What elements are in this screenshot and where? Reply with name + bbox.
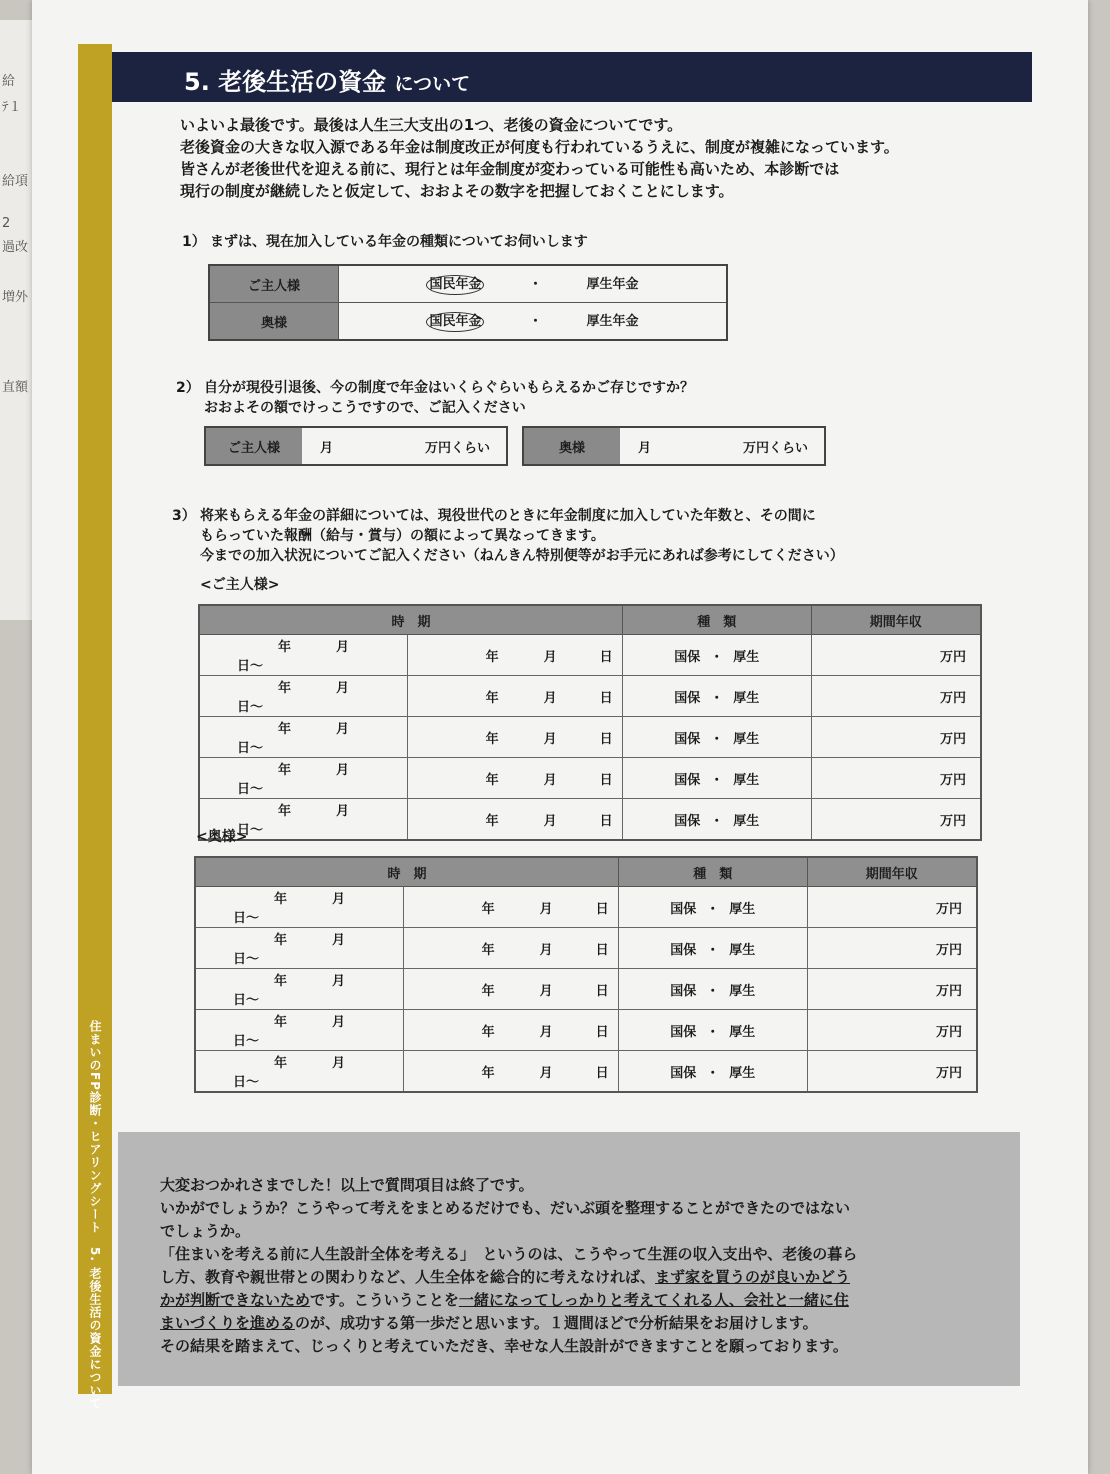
- type-separator: ・: [710, 731, 724, 747]
- income-header: 期間年収: [807, 857, 977, 887]
- q2-line: おおよその額でけっこうですので、ご記入ください: [204, 400, 526, 416]
- income-unit: 万円: [935, 901, 962, 917]
- wife-pension-amount: [522, 426, 826, 466]
- month-unit: 月: [543, 649, 557, 665]
- option-separator: ・: [528, 314, 542, 329]
- type-separator: ・: [706, 1024, 720, 1040]
- day-from-unit: 日〜: [232, 952, 259, 967]
- day-from-unit: 日〜: [236, 782, 263, 797]
- type-employee[interactable]: 厚生: [729, 901, 756, 917]
- option-employee-pension[interactable]: 厚生年金: [586, 314, 639, 329]
- income-cell[interactable]: [811, 676, 981, 717]
- period-to-cell[interactable]: [403, 1010, 618, 1051]
- pension-type-cell: [622, 635, 811, 676]
- period-to-cell[interactable]: [407, 717, 622, 758]
- year-unit: 年: [277, 681, 291, 696]
- period-from-cell[interactable]: [195, 887, 403, 928]
- pension-options: [339, 303, 728, 341]
- option-national-pension[interactable]: 国民年金: [426, 312, 484, 332]
- wife-history-table: [194, 856, 978, 1093]
- intro-line: 現行の制度が継続したと仮定して、おおよその数字を把握しておくことにします。: [180, 182, 734, 200]
- income-unit: 万円: [939, 690, 966, 706]
- day-unit: 日: [595, 983, 609, 999]
- type-national[interactable]: 国保: [674, 813, 701, 829]
- intro-line: いよいよ最後です。最後は人生三大支出の1つ、老後の資金についてです。: [180, 116, 683, 134]
- day-from-unit: 日〜: [232, 911, 259, 926]
- type-national[interactable]: 国保: [674, 649, 701, 665]
- period-to-cell[interactable]: [407, 676, 622, 717]
- husband-pension-amount: [204, 426, 508, 466]
- day-unit: 日: [595, 942, 609, 958]
- income-header: 期間年収: [811, 605, 981, 635]
- box-label: ご主人様: [206, 428, 302, 464]
- closing-line: でしょうか。: [160, 1222, 251, 1240]
- month-unit: 月: [335, 804, 349, 819]
- year-unit: 年: [481, 901, 495, 917]
- income-cell[interactable]: [807, 969, 977, 1010]
- month-unit: 月: [331, 1056, 345, 1071]
- period-from-cell[interactable]: [199, 758, 407, 799]
- closing-line: [160, 1312, 990, 1335]
- table-row: [199, 799, 981, 841]
- closing-line-text: のが、成功する第一歩だと思います。１週間ほどで分析結果をお届けします。: [295, 1314, 818, 1332]
- pension-type-cell: [622, 717, 811, 758]
- husband-history-table: [198, 604, 982, 841]
- period-from-cell[interactable]: [195, 1051, 403, 1093]
- unit-label: 万円くらい: [424, 440, 490, 456]
- table-row: [199, 758, 981, 799]
- month-unit: 月: [331, 1015, 345, 1030]
- month-unit: 月: [335, 681, 349, 696]
- year-unit: 年: [485, 649, 499, 665]
- type-header: 種 類: [618, 857, 807, 887]
- year-unit: 年: [273, 892, 287, 907]
- wife-history-title: <奥様>: [196, 829, 248, 845]
- day-from-unit: 日〜: [236, 741, 263, 756]
- type-employee[interactable]: 厚生: [733, 690, 760, 706]
- table-header-row: [199, 605, 981, 635]
- income-cell[interactable]: [807, 1051, 977, 1093]
- day-from-unit: 日〜: [232, 1075, 259, 1090]
- pension-type-cell: [618, 1010, 807, 1051]
- type-separator: ・: [706, 901, 720, 917]
- closing-line: いかがでしょうか？こうやって考えをまとめるだけでも、だいぶ頭を整理することができたのではない: [160, 1199, 851, 1217]
- closing-line-text: し方、教育や親世帯との関わりなど、人生全体を総合的に考えなければ、: [160, 1268, 656, 1286]
- closing-line: [160, 1266, 990, 1289]
- table-row: [199, 717, 981, 758]
- type-employee[interactable]: 厚生: [733, 731, 760, 747]
- year-unit: 年: [481, 1065, 495, 1081]
- row-label: ご主人様: [209, 265, 339, 303]
- side-label: 住まいのFP診断・ヒアリングシート 5. 老後生活の資金について: [88, 1020, 102, 1411]
- day-unit: 日: [599, 772, 613, 788]
- day-unit: 日: [599, 690, 613, 706]
- section-header: [112, 52, 1032, 102]
- income-cell[interactable]: [811, 717, 981, 758]
- under-fragment: 2: [2, 216, 11, 231]
- intro-line: 老後資金の大きな収入源である年金は制度改正が何度も行われているうえに、制度が複雑になっています。: [180, 138, 899, 156]
- type-separator: ・: [710, 813, 724, 829]
- income-unit: 万円: [935, 1024, 962, 1040]
- month-unit: 月: [335, 763, 349, 778]
- income-unit: 万円: [939, 813, 966, 829]
- row-label: 奥様: [209, 303, 339, 341]
- closing-line: 「住まいを考える前に人生設計全体を考える」 というのは、こうやって生涯の収入支出や、老後の暮ら: [160, 1245, 858, 1263]
- intro-paragraph: [180, 114, 1000, 202]
- under-fragment: 増外: [2, 290, 29, 305]
- period-to-cell[interactable]: [407, 635, 622, 676]
- period-to-cell[interactable]: [403, 969, 618, 1010]
- period-to-cell[interactable]: [403, 887, 618, 928]
- under-fragment: ﾃ１: [2, 100, 22, 115]
- pension-type-table: [208, 264, 728, 341]
- month-unit: 月: [543, 690, 557, 706]
- income-unit: 万円: [935, 942, 962, 958]
- period-from-cell[interactable]: [199, 635, 407, 676]
- period-header: 時 期: [199, 605, 622, 635]
- pension-type-row: [209, 265, 727, 303]
- day-unit: 日: [595, 901, 609, 917]
- pension-type-cell: [618, 1051, 807, 1093]
- q1-text: まずは、現在加入している年金の種類についてお伺いします: [210, 234, 588, 250]
- q1-number: 1）: [182, 234, 206, 250]
- income-unit: 万円: [939, 649, 966, 665]
- day-from-unit: 日〜: [236, 823, 263, 838]
- pension-type-cell: [622, 758, 811, 799]
- q2-line: 自分が現役引退後、今の制度で年金はいくらぐらいもらえるかご存じですか？: [204, 380, 694, 396]
- closing-line: 大変おつかれさまでした！以上で質問項目は終了です。: [160, 1176, 534, 1194]
- month-unit: 月: [539, 901, 553, 917]
- type-employee[interactable]: 厚生: [733, 813, 760, 829]
- closing-panel: [118, 1132, 1020, 1386]
- type-employee[interactable]: 厚生: [729, 1065, 756, 1081]
- q2-text: [204, 378, 694, 418]
- year-unit: 年: [273, 1056, 287, 1071]
- q3-text: [200, 506, 844, 566]
- period-to-cell[interactable]: [407, 758, 622, 799]
- pension-type-cell: [622, 676, 811, 717]
- month-unit: 月: [539, 1024, 553, 1040]
- income-cell[interactable]: [811, 635, 981, 676]
- closing-text: [160, 1174, 990, 1358]
- year-unit: 年: [273, 1015, 287, 1030]
- month-unit: 月: [543, 731, 557, 747]
- type-employee[interactable]: 厚生: [729, 1024, 756, 1040]
- section-number: 5.: [184, 68, 210, 96]
- month-label[interactable]: 月: [638, 440, 652, 456]
- under-fragment: 給: [2, 74, 16, 89]
- income-unit: 万円: [935, 1065, 962, 1081]
- period-to-cell[interactable]: [403, 1051, 618, 1093]
- table-row: [195, 969, 977, 1010]
- section-title-suffix: について: [394, 73, 471, 95]
- type-national[interactable]: 国保: [670, 942, 697, 958]
- option-separator: ・: [528, 277, 542, 292]
- year-unit: 年: [481, 983, 495, 999]
- type-national[interactable]: 国保: [674, 731, 701, 747]
- year-unit: 年: [277, 804, 291, 819]
- type-employee[interactable]: 厚生: [729, 942, 756, 958]
- under-fragment: 直額: [2, 380, 29, 395]
- table-row: [199, 676, 981, 717]
- table-row: [195, 1010, 977, 1051]
- year-unit: 年: [277, 722, 291, 737]
- year-unit: 年: [485, 690, 499, 706]
- q1-label: [182, 232, 588, 252]
- type-national[interactable]: 国保: [674, 772, 701, 788]
- q2-number: 2）: [176, 380, 200, 396]
- type-employee[interactable]: 厚生: [733, 649, 760, 665]
- document-page: [32, 0, 1088, 1474]
- type-national[interactable]: 国保: [670, 1024, 697, 1040]
- type-separator: ・: [706, 942, 720, 958]
- period-from-cell[interactable]: [195, 969, 403, 1010]
- month-unit: 月: [543, 772, 557, 788]
- option-national-pension[interactable]: 国民年金: [426, 275, 484, 295]
- section-title: [184, 62, 470, 97]
- q3-number: 3）: [172, 508, 196, 524]
- pension-type-row: [209, 303, 727, 341]
- type-national[interactable]: 国保: [670, 983, 697, 999]
- day-from-unit: 日〜: [232, 993, 259, 1008]
- year-unit: 年: [485, 731, 499, 747]
- table-row: [195, 887, 977, 928]
- type-header: 種 類: [622, 605, 811, 635]
- under-fragment: 過改: [2, 240, 29, 255]
- year-unit: 年: [273, 933, 287, 948]
- type-national[interactable]: 国保: [670, 1065, 697, 1081]
- year-unit: 年: [277, 640, 291, 655]
- period-from-cell[interactable]: [199, 676, 407, 717]
- q3-line: 今までの加入状況についてご記入ください（ねんきん特別便等がお手元にあれば参考にしてください）: [200, 548, 844, 564]
- type-separator: ・: [706, 983, 720, 999]
- month-unit: 月: [331, 933, 345, 948]
- unit-label: 万円くらい: [742, 440, 808, 456]
- option-employee-pension[interactable]: 厚生年金: [586, 277, 639, 292]
- day-unit: 日: [599, 731, 613, 747]
- type-separator: ・: [710, 649, 724, 665]
- month-unit: 月: [335, 722, 349, 737]
- period-to-cell[interactable]: [403, 928, 618, 969]
- month-unit: 月: [539, 1065, 553, 1081]
- period-from-cell[interactable]: [195, 1010, 403, 1051]
- period-from-cell[interactable]: [199, 717, 407, 758]
- month-unit: 月: [539, 942, 553, 958]
- intro-line: 皆さんが老後世代を迎える前に、現行とは年金制度が変わっている可能性も高いため、本診断では: [180, 160, 840, 178]
- table-row: [199, 635, 981, 676]
- day-unit: 日: [595, 1065, 609, 1081]
- day-from-unit: 日〜: [236, 700, 263, 715]
- pension-options: [339, 265, 728, 303]
- type-separator: ・: [710, 772, 724, 788]
- pension-type-cell: [618, 928, 807, 969]
- q3-label: [172, 506, 844, 566]
- type-separator: ・: [706, 1065, 720, 1081]
- income-cell[interactable]: [807, 887, 977, 928]
- year-unit: 年: [485, 813, 499, 829]
- income-cell[interactable]: [807, 928, 977, 969]
- pension-type-cell: [618, 969, 807, 1010]
- under-fragment: 給項: [2, 174, 29, 189]
- type-employee[interactable]: 厚生: [733, 772, 760, 788]
- period-to-cell[interactable]: [407, 799, 622, 841]
- table-row: [195, 1051, 977, 1093]
- income-cell[interactable]: [811, 799, 981, 841]
- type-national[interactable]: 国保: [670, 901, 697, 917]
- q2-label: [176, 378, 694, 418]
- closing-line: [160, 1289, 990, 1312]
- income-unit: 万円: [939, 772, 966, 788]
- income-cell[interactable]: [811, 758, 981, 799]
- year-unit: 年: [481, 942, 495, 958]
- income-unit: 万円: [935, 983, 962, 999]
- day-from-unit: 日〜: [236, 659, 263, 674]
- q3-line: 将来もらえる年金の詳細については、現役世代のときに年金制度に加入していた年数と、その間に: [200, 508, 816, 524]
- income-unit: 万円: [939, 731, 966, 747]
- type-employee[interactable]: 厚生: [729, 983, 756, 999]
- closing-line: その結果を踏まえて、じっくりと考えていただき、幸せな人生設計ができますことを願っております。: [160, 1337, 848, 1355]
- month-unit: 月: [331, 892, 345, 907]
- period-header: 時 期: [195, 857, 618, 887]
- pension-type-cell: [618, 887, 807, 928]
- q3-line: もらっていた報酬（給与・賞与）の額によって異なってきます。: [200, 528, 605, 544]
- month-unit: 月: [539, 983, 553, 999]
- section-title-text: 老後生活の資金: [218, 68, 387, 96]
- closing-underline: まいづくりを進める: [160, 1314, 296, 1332]
- table-row: [195, 928, 977, 969]
- closing-underline: まず家を買うのが良いかどう: [655, 1268, 851, 1286]
- type-separator: ・: [710, 690, 724, 706]
- closing-underline: かが判断できないため: [160, 1291, 311, 1309]
- day-from-unit: 日〜: [232, 1034, 259, 1049]
- income-cell[interactable]: [807, 1010, 977, 1051]
- year-unit: 年: [277, 763, 291, 778]
- closing-underline: 一緒になってしっかりと考えてくれる人、会社と一緒に住: [458, 1291, 849, 1309]
- month-unit: 月: [335, 640, 349, 655]
- year-unit: 年: [481, 1024, 495, 1040]
- husband-history-title: <ご主人様>: [200, 577, 280, 593]
- day-unit: 日: [599, 813, 613, 829]
- month-unit: 月: [331, 974, 345, 989]
- pension-type-cell: [622, 799, 811, 841]
- day-unit: 日: [595, 1024, 609, 1040]
- month-label[interactable]: 月: [320, 440, 334, 456]
- month-unit: 月: [543, 813, 557, 829]
- closing-line-text: です。こういうことを: [310, 1291, 459, 1309]
- period-from-cell[interactable]: [195, 928, 403, 969]
- year-unit: 年: [485, 772, 499, 788]
- day-unit: 日: [599, 649, 613, 665]
- year-unit: 年: [273, 974, 287, 989]
- table-header-row: [195, 857, 977, 887]
- box-label: 奥様: [524, 428, 620, 464]
- type-national[interactable]: 国保: [674, 690, 701, 706]
